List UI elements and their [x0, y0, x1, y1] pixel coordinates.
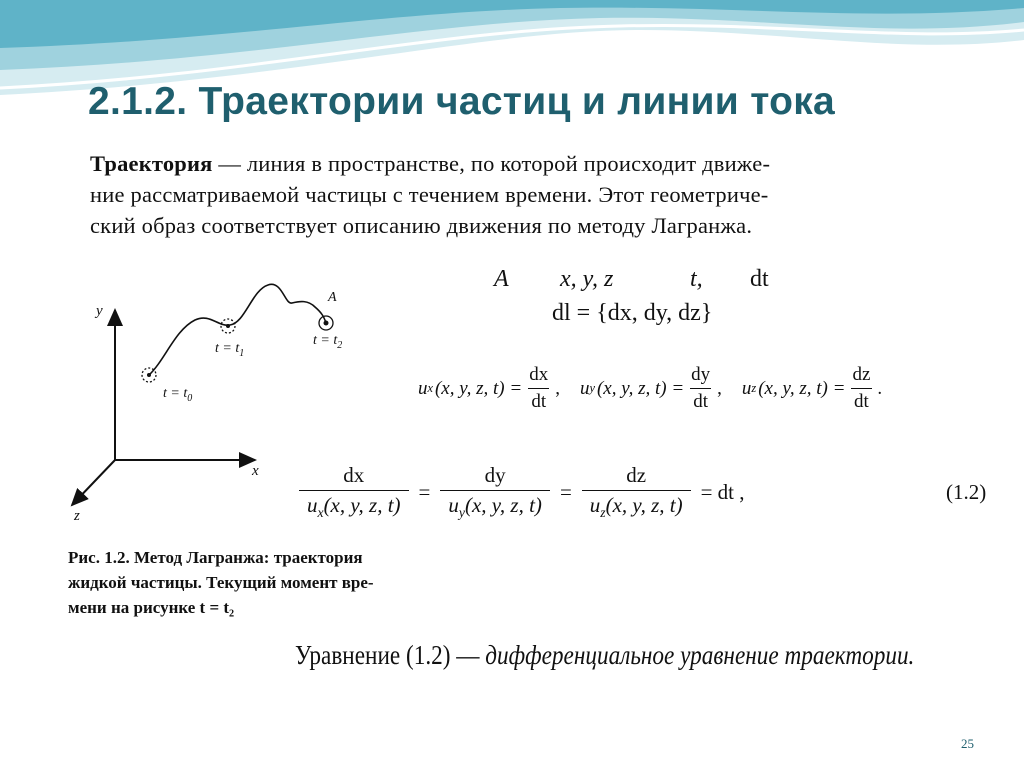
uz-fraction: $\frac{dz}{dt}$ [852, 364, 871, 412]
slide-title: 2.1.2. Траектории частиц и линии тока [88, 80, 836, 123]
trajectory-equation: $\frac{dx}{u_x(x, y, z, t)}$ = $\frac{dy}{u_y(x, y, z, t)}$ = $\frac{dz}{u_z(x, y, z, t)}$ = dt , [295, 463, 745, 521]
point-a-label: A [328, 290, 337, 305]
coords-symbol: x, y, z [560, 266, 614, 292]
z-axis-line [72, 460, 115, 505]
time-symbol: t, [690, 266, 703, 292]
eq-fraction-y: $\frac{dy}{u_y(x, y, z, t)}$ [440, 463, 550, 521]
definition-term: Траектория [90, 151, 213, 176]
conclusion-statement [295, 640, 914, 671]
ux-fraction: $\frac{dx}{dt}$ [529, 364, 549, 412]
variables-block [494, 266, 769, 326]
y-axis-label: y [96, 303, 103, 319]
caption-line-3: мени на рисунке t = t₂ [68, 598, 235, 617]
definition-line-3: ский образ соответствует описанию движения по методу Лагранжа. [90, 213, 753, 238]
uy-subscript: y [589, 381, 595, 395]
displacement-formula: dl = {dx, dy, dz} [552, 300, 713, 326]
trajectory-curve [149, 284, 326, 375]
x-axis-label: x [252, 463, 259, 479]
label-t1: $t = t_1$ [215, 341, 245, 359]
conclusion-plain: Уравнение (1.2) — [295, 640, 486, 670]
uz-symbol: u [741, 377, 752, 399]
uz-subscript: z [751, 381, 757, 395]
label-t2: $t = t_2$ [313, 333, 343, 351]
uy-args: (x, y, z, t) = [596, 377, 685, 399]
definition-line-1 [90, 148, 975, 179]
equation-number: (1.2) [946, 480, 987, 504]
point-a-symbol: A [494, 266, 509, 292]
eq-fraction-x: $\frac{dx}{u_x(x, y, z, t)}$ [299, 463, 409, 521]
uy-fraction: $\frac{dy}{dt}$ [691, 364, 711, 412]
definition-paragraph [90, 148, 975, 241]
uy-symbol: u [579, 377, 590, 399]
label-t0: $t = t_0$ [163, 386, 193, 404]
ux-args: (x, y, z, t) = [434, 377, 523, 399]
caption-line-1: Рис. 1.2. Метод Лагранжа: траектория [68, 548, 363, 567]
figure-caption [68, 545, 460, 620]
definition-line-2: ние рассматриваемой частицы с течением времени. Этот геометриче- [90, 182, 769, 207]
dt-symbol: dt [750, 266, 769, 292]
variables-row [494, 266, 769, 293]
ux-symbol: u [418, 377, 428, 399]
ux-subscript: x [427, 381, 433, 395]
conclusion-italic: дифференциальное уравнение траектории. [485, 640, 915, 670]
velocity-definitions: u x (x, y, z, t) = $\frac{dx}{dt}$ , u y (x, y, z, t) = $\frac{dy}{dt}$ , u z (x, y, z, t) = $\frac{dz}{dt}$ . [418, 364, 883, 412]
definition-line-1-text: — линия в пространстве, по которой происходит движе- [212, 151, 771, 176]
page-number: 25 [961, 736, 974, 751]
caption-line-2: жидкой частицы. Текущий момент вре- [68, 573, 374, 592]
eq-tail: = dt , [700, 479, 745, 504]
eq-fraction-z: $\frac{dz}{u_z(x, y, z, t)}$ [582, 463, 691, 521]
z-axis-label: z [74, 508, 80, 524]
uz-args: (x, y, z, t) = [758, 377, 846, 399]
